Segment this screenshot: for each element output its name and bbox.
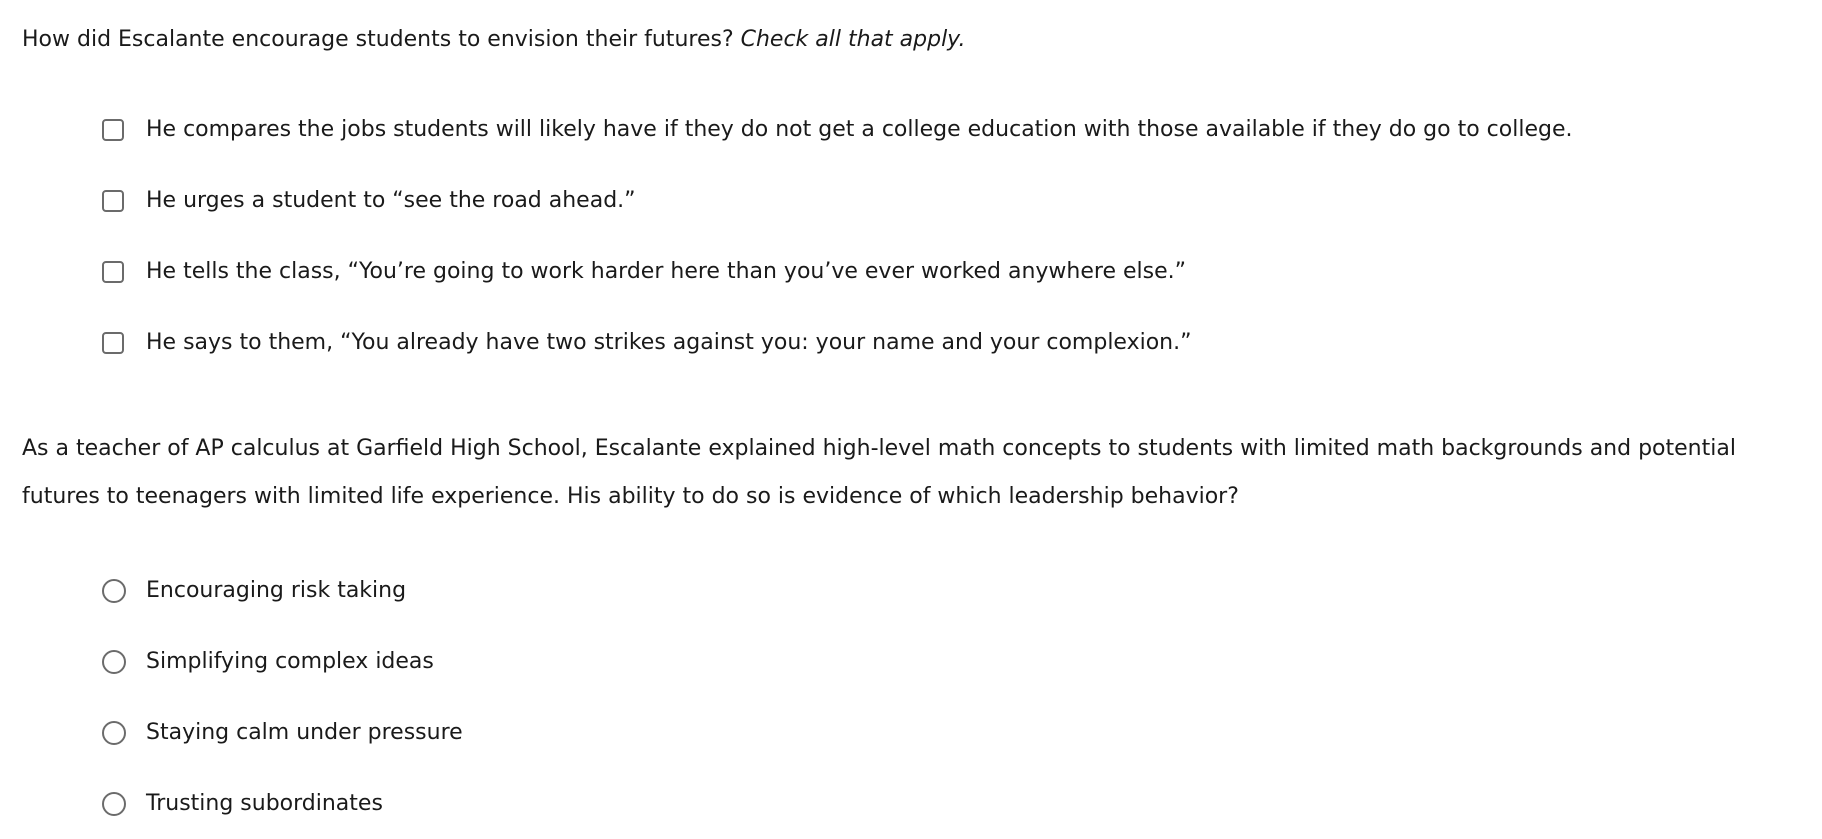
- checkbox-option-2[interactable]: [102, 165, 1812, 236]
- question-1-prompt: [22, 16, 1800, 64]
- option-label: He says to them, “You already have two strikes against you: your name and your complexion.”: [146, 330, 1192, 355]
- checkbox-option-1[interactable]: [102, 94, 1812, 165]
- radio-option-2[interactable]: [102, 626, 1812, 697]
- checkbox-option-4[interactable]: [102, 307, 1812, 378]
- radio-button[interactable]: [102, 579, 126, 603]
- checkbox[interactable]: [102, 190, 124, 212]
- option-label: Staying calm under pressure: [146, 720, 463, 745]
- radio-button[interactable]: [102, 721, 126, 745]
- radio-option-3[interactable]: [102, 697, 1812, 768]
- checkbox[interactable]: [102, 332, 124, 354]
- question-1-instruction: Check all that apply.: [740, 27, 966, 52]
- question-2-options: [102, 555, 1812, 839]
- option-label: Trusting subordinates: [146, 791, 383, 816]
- question-1-text: How did Escalante encourage students to envision their futures?: [22, 27, 734, 52]
- radio-button[interactable]: [102, 792, 126, 816]
- option-label: He urges a student to “see the road ahead.”: [146, 188, 636, 213]
- question-1-options: [102, 94, 1812, 378]
- radio-option-4[interactable]: [102, 768, 1812, 839]
- checkbox[interactable]: [102, 119, 124, 141]
- option-label: He tells the class, “You’re going to work harder here than you’ve ever worked anywhere else.”: [146, 259, 1187, 284]
- radio-option-1[interactable]: [102, 555, 1812, 626]
- question-2-prompt: As a teacher of AP calculus at Garfield High School, Escalante explained high-level math concepts to students with limited math backgrounds and potential futures to teenagers with limited life experience. His ability to do so is evidence of which leadership behavior?: [22, 436, 1736, 509]
- radio-button[interactable]: [102, 650, 126, 674]
- option-label: He compares the jobs students will likely have if they do not get a college education with those available if they do go to college.: [146, 117, 1573, 142]
- checkbox[interactable]: [102, 261, 124, 283]
- option-label: Encouraging risk taking: [146, 578, 407, 603]
- option-label: Simplifying complex ideas: [146, 649, 434, 674]
- checkbox-option-3[interactable]: [102, 236, 1812, 307]
